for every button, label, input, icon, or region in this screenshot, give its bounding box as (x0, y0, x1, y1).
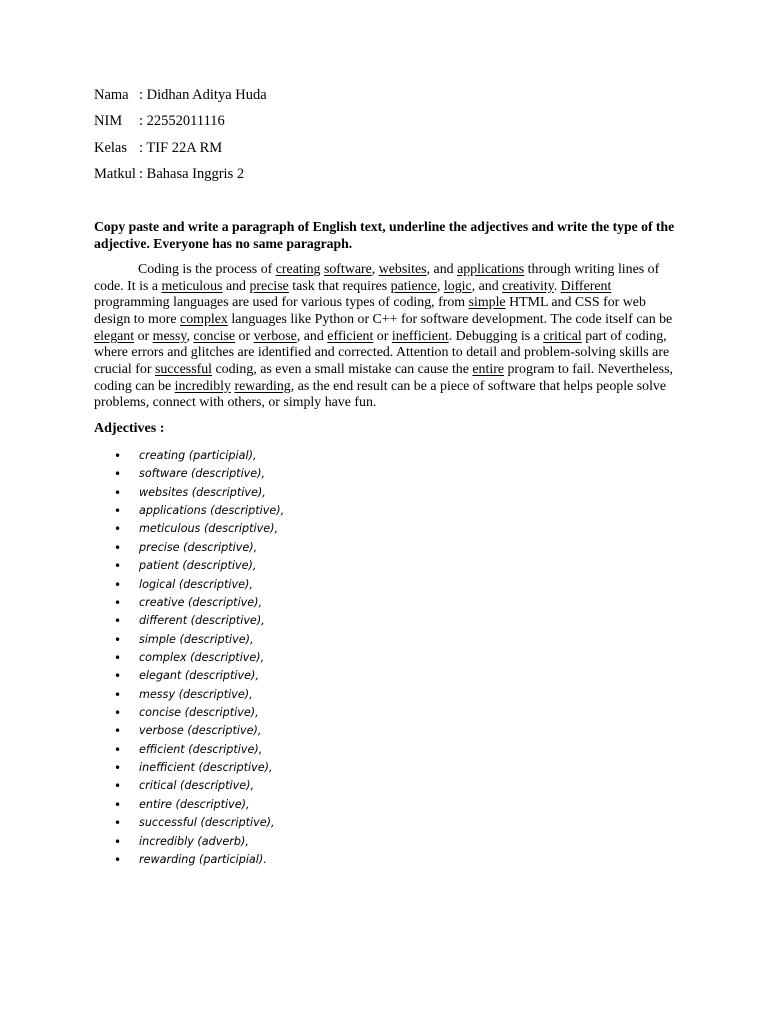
english-paragraph (94, 262, 681, 412)
paragraph-text: , as the end result can be a piece of software that helps people solve problems, connect with others, or simply have fun. (94, 378, 667, 411)
underlined-adjective: entire (472, 361, 505, 377)
underlined-adjective: concise (193, 328, 236, 344)
list-item (0, 741, 768, 759)
adjective-entry: simple (descriptive), (139, 632, 254, 646)
list-item (0, 447, 768, 465)
paragraph-text: or (134, 328, 153, 344)
list-item (0, 557, 768, 575)
bullet-icon: • (114, 834, 122, 849)
list-item (0, 759, 768, 777)
info-row-nim (94, 113, 494, 139)
list-item (0, 649, 768, 667)
list-item (0, 612, 768, 630)
adjectives-heading: Adjectives : (94, 421, 165, 436)
underlined-adjective: successful (154, 361, 213, 377)
adjective-entry: precise (descriptive), (139, 540, 258, 554)
paragraph-text: or (235, 328, 254, 344)
adjective-entry: websites (descriptive), (139, 485, 266, 499)
paragraph-text: . Debugging is a (448, 328, 544, 344)
paragraph-text: task that requires (288, 278, 391, 294)
paragraph-text: Coding is the process of (138, 262, 276, 277)
bullet-icon: • (114, 577, 122, 592)
adjective-entry: rewarding (participial). (139, 852, 267, 866)
underlined-adjective: incredibly (174, 378, 231, 394)
list-item (0, 539, 768, 557)
bullet-icon: • (114, 595, 122, 610)
underlined-adjective: complex (180, 311, 228, 327)
paragraph-text: languages like Python or C++ for software development. The code itself can be (227, 311, 673, 327)
adjective-entry: creative (descriptive), (139, 595, 263, 609)
bullet-icon: • (114, 852, 122, 867)
bullet-icon: • (114, 449, 122, 463)
bullet-icon: • (114, 632, 122, 647)
adjective-entry: logical (descriptive), (139, 577, 253, 591)
paragraph-text: or (373, 328, 392, 344)
bullet-icon: • (114, 614, 122, 629)
underlined-adjective: elegant (94, 328, 135, 344)
bullet-icon: • (114, 467, 122, 482)
adjective-entry: creating (participial), (139, 449, 257, 462)
bullet-icon: • (114, 724, 122, 739)
bullet-icon: • (114, 761, 122, 776)
paragraph-text: , (436, 278, 444, 294)
bullet-icon: • (114, 522, 122, 537)
underlined-adjective: rewarding (234, 378, 291, 394)
paragraph-text: , and (471, 278, 503, 294)
adjective-entry: efficient (descriptive), (139, 742, 263, 756)
bullet-icon: • (114, 504, 122, 519)
adjective-entry: entire (descriptive), (139, 797, 250, 811)
paragraph-text: , (371, 262, 379, 277)
list-item (0, 704, 768, 722)
underlined-adjective: precise (249, 278, 289, 294)
info-value: : TIF 22A RM (139, 139, 223, 156)
underlined-adjective: efficient (327, 328, 374, 344)
list-item (0, 594, 768, 612)
paragraph-text: and (222, 278, 250, 294)
list-item (0, 722, 768, 740)
info-row-nama (94, 87, 494, 113)
bullet-icon: • (114, 669, 122, 684)
list-item (0, 833, 768, 851)
underlined-adjective: software (323, 262, 372, 277)
adjective-entry: different (descriptive), (139, 614, 265, 628)
adjective-entry: software (descriptive), (139, 467, 266, 481)
underlined-adjective: Different (560, 278, 612, 294)
underlined-adjective: patience (390, 278, 437, 294)
list-item (0, 631, 768, 649)
list-item (0, 465, 768, 483)
info-row-matkul (94, 166, 494, 192)
bullet-icon: • (114, 706, 122, 721)
list-item (0, 576, 768, 594)
adjective-entry: elegant (descriptive), (139, 669, 259, 683)
paragraph-text: . (553, 278, 561, 294)
paragraph-text: , (186, 328, 194, 344)
bullet-icon: • (114, 797, 122, 812)
bullet-icon: • (114, 650, 122, 665)
info-label: Matkul (94, 165, 136, 182)
info-value: : 22552011116 (139, 113, 225, 130)
adjective-entry: concise (descriptive), (139, 706, 259, 720)
paragraph-text: coding, as even a small mistake can cause the (212, 361, 473, 377)
underlined-adjective: creating (275, 262, 321, 277)
underlined-adjective: inefficient (391, 328, 449, 344)
adjective-entry: messy (descriptive), (139, 687, 253, 701)
bullet-icon: • (114, 540, 122, 555)
adjective-entry: patient (descriptive), (139, 559, 257, 573)
student-info (94, 87, 494, 192)
underlined-adjective: critical (543, 328, 582, 344)
info-value: : Didhan Aditya Huda (139, 87, 267, 103)
bullet-icon: • (114, 779, 122, 794)
underlined-adjective: logic (443, 278, 472, 294)
list-item (0, 851, 768, 869)
paragraph-text: , and (296, 328, 328, 344)
bullet-icon: • (114, 742, 122, 757)
paragraph-text: HTML and CSS for web design to more (94, 295, 646, 327)
adjective-entry: applications (descriptive), (139, 504, 285, 518)
bullet-icon: • (114, 485, 122, 500)
paragraph-text: , and (426, 262, 458, 277)
list-item (0, 667, 768, 685)
bullet-icon: • (114, 559, 122, 574)
adjective-entry: meticulous (descriptive), (139, 522, 279, 536)
adjective-entry: inefficient (descriptive), (139, 761, 273, 775)
bullet-icon: • (114, 687, 122, 702)
underlined-adjective: creativity (502, 278, 554, 294)
underlined-adjective: meticulous (161, 278, 223, 294)
list-item (0, 796, 768, 814)
adjective-entry: verbose (descriptive), (139, 724, 262, 738)
bullet-icon: • (114, 816, 122, 831)
info-label: NIM (94, 113, 123, 130)
paragraph-text: through writing lines of code. It is a (94, 262, 660, 294)
underlined-adjective: applications (457, 262, 525, 277)
info-row-kelas (94, 140, 494, 166)
list-item (0, 520, 768, 538)
underlined-adjective: messy (152, 328, 187, 344)
list-item (0, 814, 768, 832)
list-item (0, 484, 768, 502)
adjective-entry: incredibly (adverb), (139, 834, 249, 848)
adjective-entry: critical (descriptive), (139, 779, 255, 793)
paragraph-text: programming languages are used for various types of coding, from (94, 295, 469, 311)
underlined-adjective: websites (378, 262, 427, 277)
list-item (0, 777, 768, 795)
underlined-adjective: verbose (253, 328, 297, 344)
adjective-entry: successful (descriptive), (139, 816, 275, 830)
paragraph-text: part of coding, where errors and glitches are identified and corrected. Attention to detail and problem-solving skills are crucial for (94, 328, 670, 377)
adjectives-list (0, 447, 768, 869)
list-item (0, 686, 768, 704)
assignment-instruction: Copy paste and write a paragraph of English text, underline the adjectives and write the type of the adjective. Everyone has no same paragraph. (94, 219, 675, 251)
info-label: Kelas (94, 139, 128, 156)
adjective-entry: complex (descriptive), (139, 650, 265, 664)
info-value: : Bahasa Inggris 2 (139, 165, 245, 182)
underlined-adjective: simple (468, 295, 506, 311)
paragraph-text: program to fail. Nevertheless, coding can be (94, 361, 673, 394)
info-label: Nama (94, 87, 129, 103)
list-item (0, 502, 768, 520)
